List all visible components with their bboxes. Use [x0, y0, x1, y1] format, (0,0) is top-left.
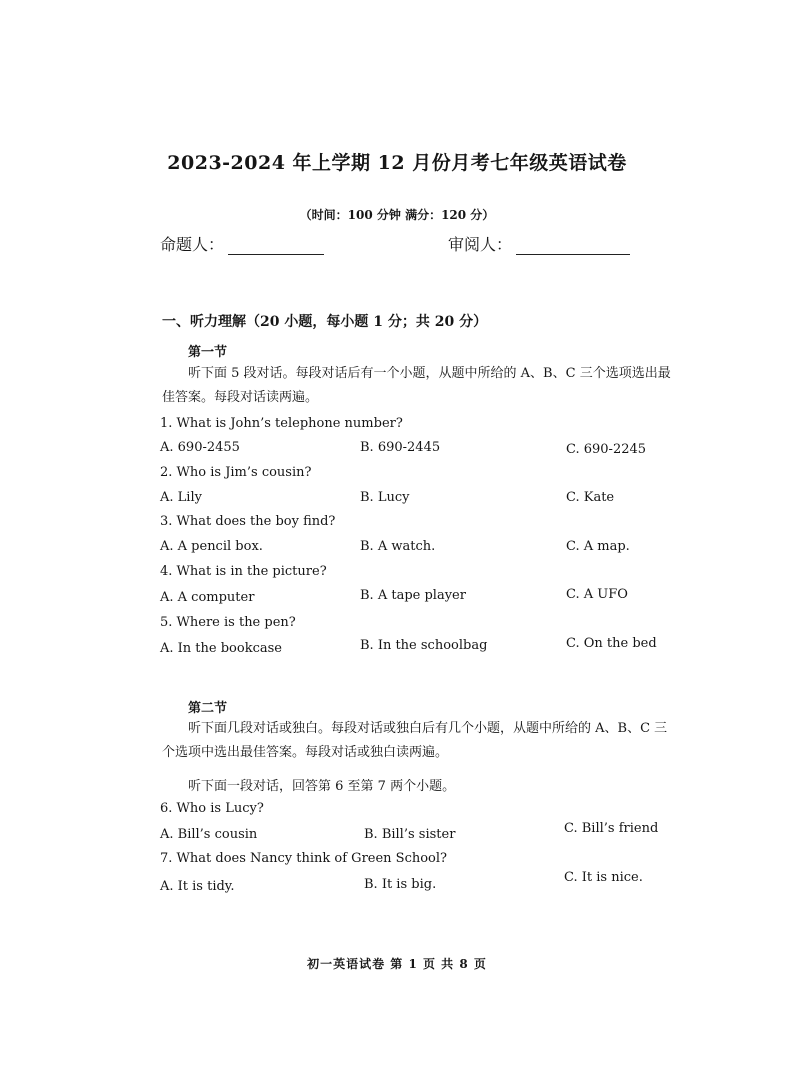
- question-stem: 6. Who is Lucy?: [160, 801, 264, 816]
- option-c: C. On the bed: [566, 636, 657, 651]
- option-b: B. A watch.: [360, 539, 436, 554]
- exam-subtitle: （时间：100 分钟 满分：120 分）: [299, 208, 495, 222]
- question-stem: 3. What does the boy find?: [160, 514, 336, 529]
- page-footer: 初一英语试卷 第 1 页 共 8 页: [307, 957, 487, 971]
- option-b: B. In the schoolbag: [360, 638, 488, 653]
- question-stem: 4. What is in the picture?: [160, 564, 327, 579]
- option-c: C. 690-2245: [566, 442, 647, 457]
- option-a: A. It is tidy.: [160, 879, 235, 894]
- option-c: C. It is nice.: [564, 870, 643, 885]
- option-b: B. 690-2445: [360, 440, 441, 455]
- part2-heading: 第二节: [188, 701, 228, 716]
- author-label: 命题人：: [160, 235, 225, 254]
- author-blank: [228, 236, 324, 255]
- option-c: C. A UFO: [566, 587, 628, 602]
- option-a: A. A pencil box.: [160, 539, 263, 554]
- part2-instruction: 听下面几段对话或独白。每段对话或独白后有几个小题，从题中所给的 A、B、C 三个选项中选出最佳答案。每段对话或独白读两遍。: [162, 721, 668, 760]
- question-stem: 7. What does Nancy think of Green School?: [160, 851, 448, 866]
- exam-title: 2023-2024 年上学期 12 月份月考七年级英语试卷: [167, 152, 627, 174]
- option-a: A. A computer: [160, 590, 255, 605]
- question-stem: 1. What is John’s telephone number?: [160, 416, 403, 431]
- option-b: B. Lucy: [360, 490, 410, 505]
- reviewer-blank: [516, 236, 630, 255]
- author-field: [160, 232, 324, 255]
- option-b: B. A tape player: [360, 588, 466, 603]
- part1-instruction: 听下面 5 段对话。每段对话后有一个小题，从题中所给的 A、B、C 三个选项选出最佳答案。每段对话读两遍。: [162, 366, 671, 405]
- option-a: A. Bill’s cousin: [160, 827, 258, 842]
- option-a: A. In the bookcase: [160, 641, 282, 656]
- part2-sub-instruction: 听下面一段对话，回答第 6 至第 7 两个小题。: [188, 779, 456, 794]
- option-a: A. 690-2455: [160, 440, 240, 455]
- reviewer-label: 审阅人：: [448, 235, 513, 254]
- question-stem: 2. Who is Jim’s cousin?: [160, 465, 312, 480]
- question-stem: 5. Where is the pen?: [160, 615, 296, 630]
- part1-heading: 第一节: [188, 345, 228, 360]
- section-heading: 一、听力理解（20 小题，每小题 1 分；共 20 分）: [162, 314, 488, 330]
- option-b: B. Bill’s sister: [364, 827, 456, 842]
- option-c: C. Bill’s friend: [564, 821, 659, 836]
- option-c: C. Kate: [566, 490, 615, 505]
- option-b: B. It is big.: [364, 877, 437, 892]
- option-c: C. A map.: [566, 539, 630, 554]
- option-a: A. Lily: [160, 490, 202, 505]
- reviewer-field: [448, 232, 630, 255]
